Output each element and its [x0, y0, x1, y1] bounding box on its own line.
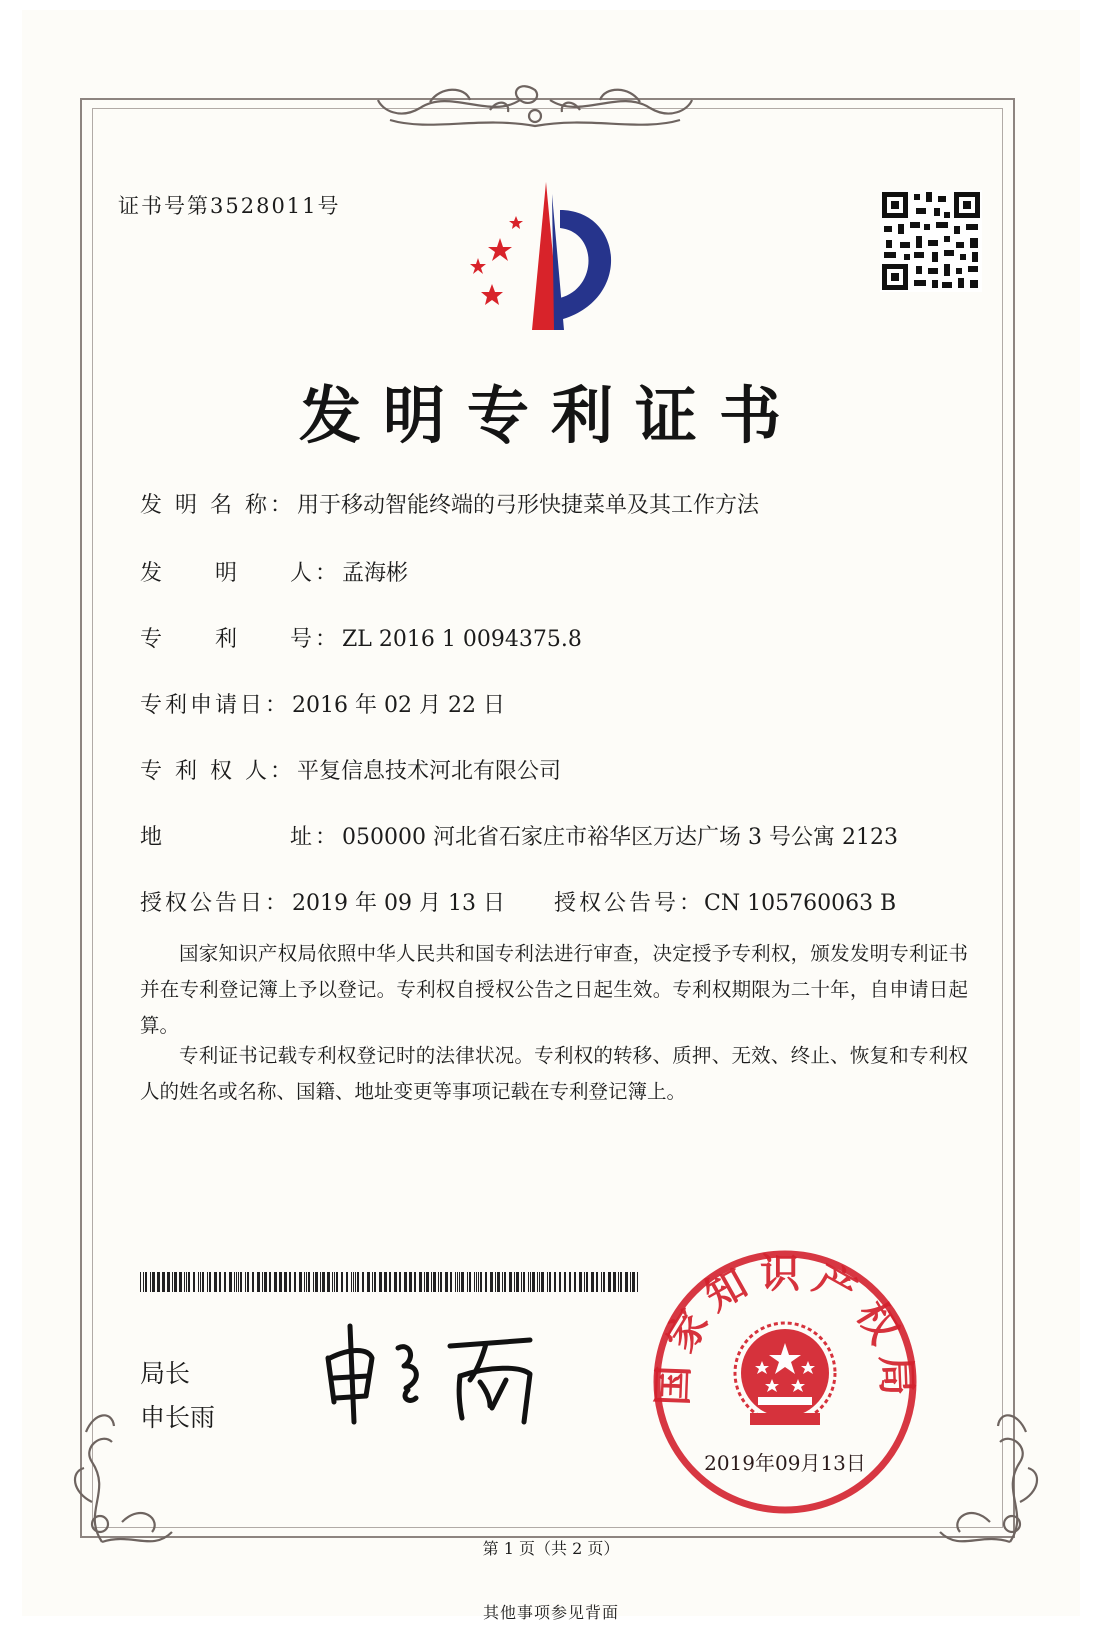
top-ornament	[370, 80, 700, 136]
invention-name-label: 发 明 名 称：	[140, 493, 295, 518]
footer-note: 其他事项参见背面	[482, 1603, 619, 1622]
grant-number-value: CN 105760063 B	[704, 891, 897, 916]
director-title: 局长	[140, 1359, 191, 1388]
address-label: 地 址：	[140, 825, 341, 850]
director-name: 申长雨	[140, 1403, 216, 1432]
patent-office-logo	[448, 180, 638, 330]
address-field	[140, 820, 898, 851]
inventor-field	[140, 556, 408, 587]
grant-date-field	[140, 886, 505, 917]
invention-name-field	[140, 488, 759, 519]
certificate-title: 发明专利证书	[298, 379, 803, 452]
legal-paragraph-2: 专利证书记载专利权登记时的法律状况。专利权的转移、质押、无效、终止、恢复和专利权人的姓名或名称、国籍、地址变更等事项记载在专利登记簿上。	[140, 1044, 968, 1103]
patentee-field	[140, 754, 561, 785]
grant-date-label: 授权公告日：	[140, 891, 291, 916]
filing-date-value: 2016 年 02 月 22 日	[292, 693, 505, 718]
grant-number-field	[554, 886, 896, 917]
director-signature	[320, 1318, 550, 1428]
bottom-right-ornament	[930, 1392, 1050, 1552]
filing-date-field	[140, 688, 505, 719]
invention-name-value: 用于移动智能终端的弓形快捷菜单及其工作方法	[296, 493, 759, 518]
seal-date: 2019年09月13日	[704, 1451, 866, 1475]
legal-paragraph-1: 国家知识产权局依照中华人民共和国专利法进行审查，决定授予专利权，颁发发明专利证书并在专利登记簿上予以登记。专利权自授权公告之日起生效。专利权期限为二十年，自申请日起算。	[140, 942, 968, 1037]
grant-number-label: 授权公告号：	[554, 891, 705, 916]
qr-code	[880, 190, 982, 292]
filing-date-label: 专利申请日：	[140, 693, 291, 718]
patentee-label: 专 利 权 人：	[140, 759, 295, 784]
address-value: 050000 河北省石家庄市裕华区万达广场 3 号公寓 2123	[342, 825, 898, 850]
patentee-value: 平复信息技术河北有限公司	[296, 759, 561, 784]
patent-number-label: 专 利 号：	[140, 627, 341, 652]
seal-text: 国家知识产权局	[650, 1250, 920, 1407]
page-number: 第 1 页（共 2 页）	[482, 1539, 620, 1558]
certificate-number: 证书号第3528011号	[118, 194, 341, 218]
inventor-value: 孟海彬	[342, 561, 409, 586]
patent-number-value: ZL 2016 1 0094375.8	[342, 627, 582, 652]
patent-number-field	[140, 622, 582, 653]
barcode	[140, 1272, 640, 1292]
official-seal	[650, 1247, 920, 1517]
grant-date-value: 2019 年 09 月 13 日	[292, 891, 505, 916]
inventor-label: 发 明 人：	[140, 561, 341, 586]
